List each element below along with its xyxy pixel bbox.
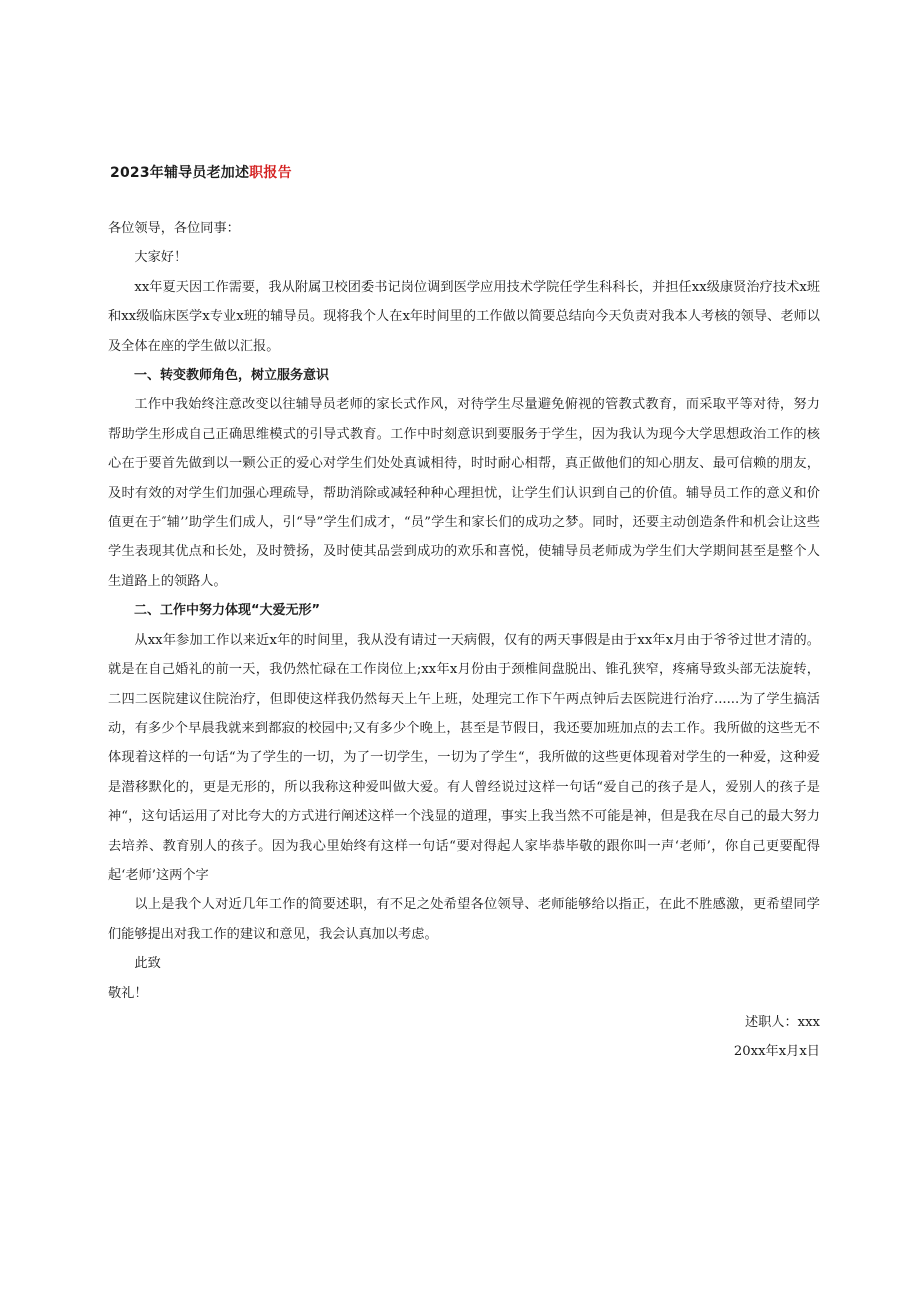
signature: 述职人：xxx (744, 1014, 820, 1030)
document-title (110, 162, 292, 182)
section-1-heading: 一、转变教师角色，树立服务意识 (134, 368, 330, 384)
title-text: 2023年辅导员老加述 (110, 165, 250, 181)
title-accent-text: 职报告 (249, 165, 292, 181)
closing-paragraph: 以上是我个人对近几年工作的简要述职，有不足之处希望各位领导、老师能够给以指正，在此不胜感激，更希望同学们能够提出对我工作的建议和意见，我会认真加以考虑。 (108, 897, 820, 942)
greeting: 大家好！ (134, 250, 188, 266)
section-2-heading: 二、工作中努力体现“大爱无形” (134, 603, 321, 619)
document-body (108, 214, 820, 1067)
sign-off-line-1: 此致 (134, 956, 161, 972)
date: 20xx年x月x日 (733, 1044, 820, 1060)
sign-off-line-2: 敬礼！ (108, 985, 148, 1001)
intro-paragraph: xx年夏天因工作需要，我从附属卫校团委书记岗位调到医学应用技术学院任学生科科长，并担任xx级康贤治疗技术x班和xx级临床医学x专业x班的辅导员。现将我个人在x年时间里的工作做以简要总结向今天负责对我本人考核的领导、老师以及全体在座的学生做以汇报。 (108, 279, 820, 354)
salutation: 各位领导，各位同事： (108, 221, 240, 236)
section-2-paragraph: 从xx年参加工作以来近x年的时间里，我从没有请过一天病假，仅有的两天事假是由于xx年x月由于爷爷过世才清的。就是在自己婚礼的前一天，我仍然忙碌在工作岗位上;xx年x月份由于颈椎间盘脱出、锥孔狭窄，疼痛导致头部无法旋转，二四二医院建议住院治疗，但即使这样我仍然每天上午上班，处理完工作下午两点钟后去医院进行治疗......为了学生搞活动，有多少个早晨我就来到都寂的校园中;又有多少个晚上，甚至是节假日，我还要加班加点的去工作。我所做的这些无不体现着这样的一句话“为了学生的一切，为了一切学生，一切为了学生“，我所做的这些更体现着对学生的一种爱，这种爱是潜移默化的，更是无形的，所以我称这种爱叫做大爱。有人曾经说过这样一句话“爱自己的孩子是人，爱别人的孩子是神“，这句话运用了对比夸大的方式进行阐述这样一个浅显的道理，事实上我当然不可能是神，但是我在尽自己的最大努力去培养、教育别人的孩子。因为我心里始终有这样一句话“要对得起人家毕恭毕敬的跟你叫一声‘老师’，你自己更要配得起‘老师’这两个字 (108, 632, 820, 883)
section-1-paragraph: 工作中我始终注意改变以往辅导员老师的家长式作风，对待学生尽量避免俯视的管教式教育，而采取平等对待，努力帮助学生形成自己正确思维模式的引导式教育。工作中时刻意识到要服务于学生，因为我认为现今大学思想政治工作的核心在于要首先做到以一颗公正的爱心对学生们处处真诚相待，时时耐心相帮，真正做他们的知心朋友、最可信赖的朋友，及时有效的对学生们加强心理疏导，帮助消除或减轻种种心理担忧，让学生们认识到自己的价值。辅导员工作的意义和价值更在于″辅’’助学生们成人，引“导”学生们成才，“员”学生和家长们的成功之梦。同时，还要主动创造条件和机会让这些学生表现其优点和长处，及时赞扬，及时使其品尝到成功的欢乐和喜悦，使辅导员老师成为学生们大学期间甚至是整个人生道路上的领路人。 (108, 397, 820, 589)
